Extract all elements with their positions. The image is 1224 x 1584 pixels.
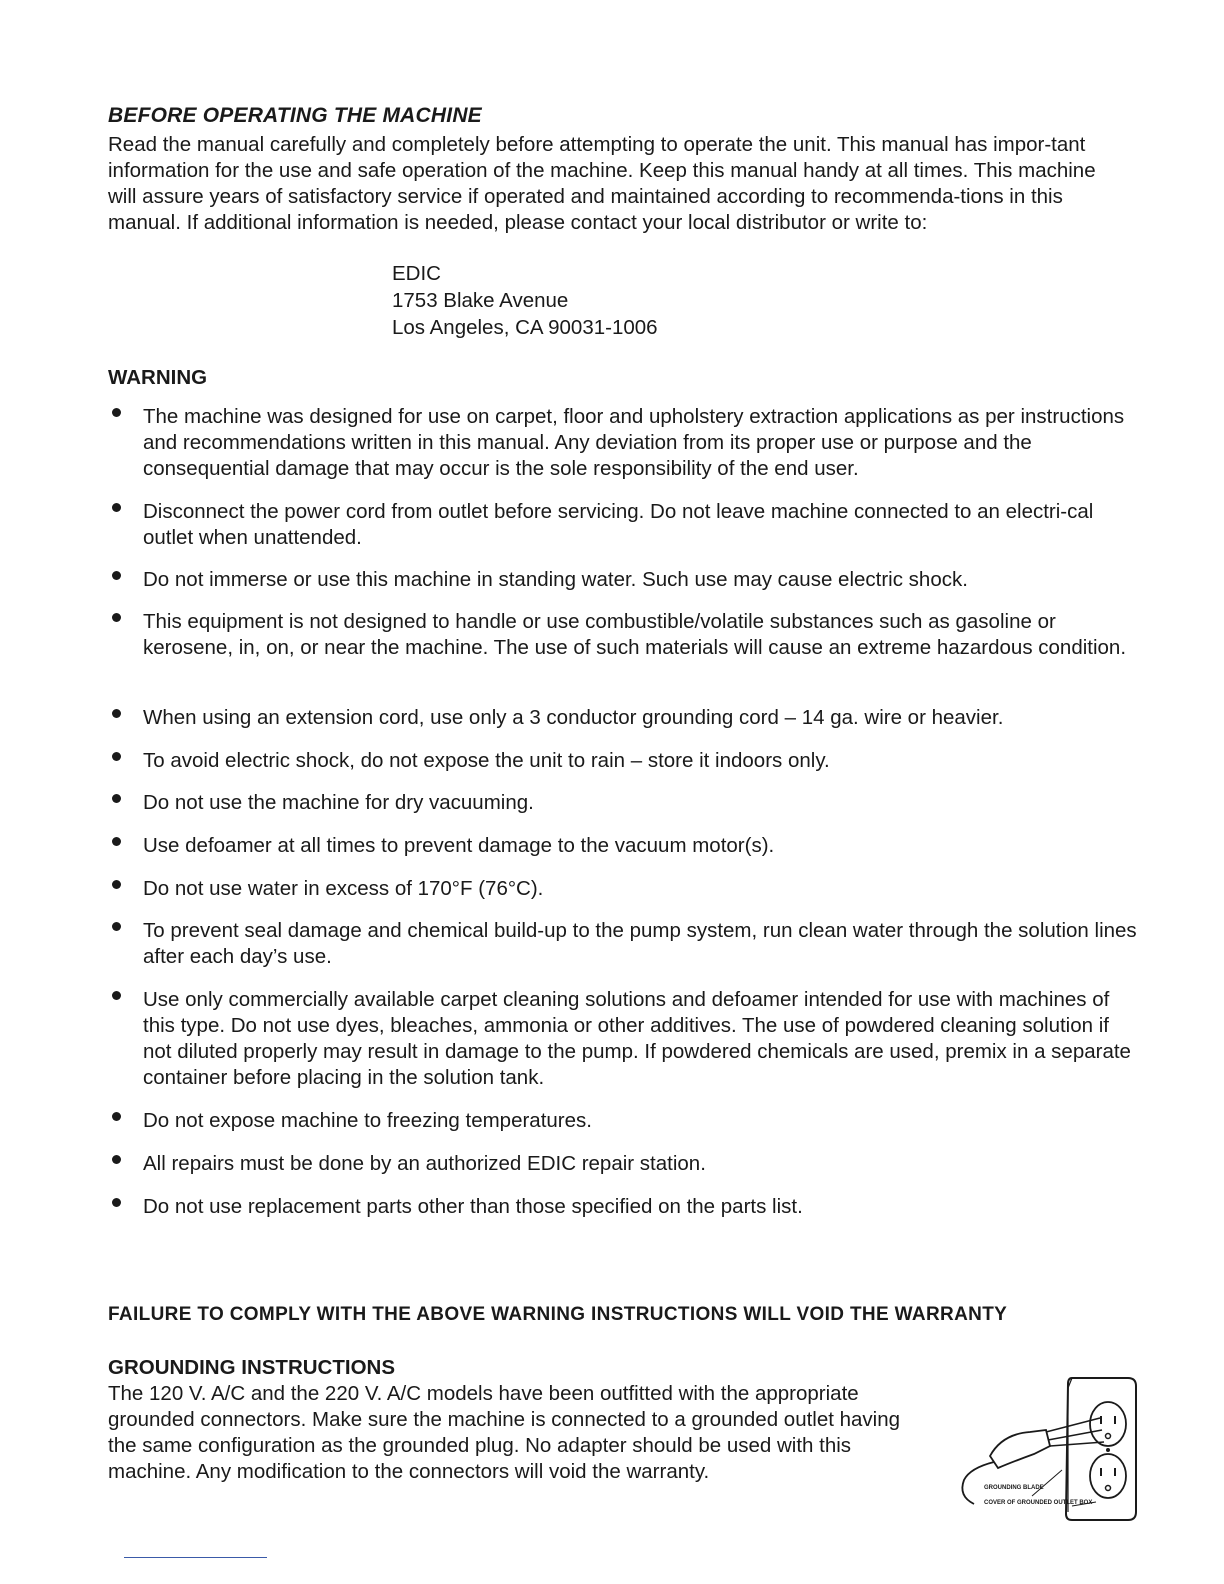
bullet-icon [112, 709, 121, 718]
warning-item-text: This equipment is not designed to handle or use combustible/volatile substances such as gasoline or kerosene, in, on, or near the machine. The use of such materials will cause an extreme hazardous condition. [143, 610, 1127, 659]
bullet-icon [112, 794, 121, 803]
bullet-icon [112, 991, 121, 1000]
address-block [392, 260, 658, 341]
warning-item-text: Do not immerse or use this machine in standing water. Such use may cause electric shock. [143, 568, 968, 591]
cord-line [962, 1462, 994, 1504]
receptacle-upper-icon [1090, 1402, 1126, 1446]
address-street: 1753 Blake Avenue [392, 289, 569, 312]
outlet-box-outline [1066, 1378, 1136, 1520]
bullet-icon [112, 408, 121, 417]
bullet-icon [112, 1198, 121, 1207]
before-operating-intro: Read the manual carefully and completely before attempting to operate the unit. This manual has impor-tant information for the use and safe operation of the machine. Keep this manual handy at all times. This machine will assure years of satisfactory service if operated and maintained according to recommenda-tions in this manual. If additional information is needed, please contact your local distributor or write to: [108, 133, 1096, 234]
bullet-icon [112, 1155, 121, 1164]
warning-item-text: Disconnect the power cord from outlet before servicing. Do not leave machine connected to an electri-cal outlet when unattended. [143, 500, 1094, 549]
bullet-icon [112, 880, 121, 889]
warning-item-text: To prevent seal damage and chemical build-up to the pump system, run clean water through the solution lines after each day’s use. [143, 919, 1137, 968]
warning-item-text: Do not use water in excess of 170°F (76°C). [143, 877, 544, 900]
warning-item-text: When using an extension cord, use only a 3 conductor grounding cord – 14 ga. wire or heavier. [143, 706, 1004, 729]
grounded-outlet-diagram [950, 1372, 1150, 1532]
grounding-text: The 120 V. A/C and the 220 V. A/C models have been outfitted with the appropriate grounded connectors. Make sure the machine is connected to a grounded outlet having the same configuration as the grounded plug. No adapter should be used with this machine. Any modification to the connectors will void the warranty. [108, 1382, 901, 1483]
warning-item-text: The machine was designed for use on carpet, floor and upholstery extraction applications as per instructions and recommendations written in this manual. Any deviation from its proper use or purpose and the consequential damage that may occur is the sole responsibility of the end user. [143, 405, 1125, 480]
bullet-icon [112, 571, 121, 580]
warning-item-text: Use defoamer at all times to prevent damage to the vacuum motor(s). [143, 834, 775, 857]
grounding-heading: GROUNDING INSTRUCTIONS [108, 1356, 395, 1379]
before-operating-heading: BEFORE OPERATING THE MACHINE [108, 104, 482, 127]
bullet-icon [112, 1112, 121, 1121]
warning-item-text: Do not expose machine to freezing temperatures. [143, 1109, 592, 1132]
warning-item-text: Do not use the machine for dry vacuuming. [143, 791, 534, 814]
grounding-blade-label: GROUNDING BLADE [984, 1485, 1044, 1491]
warning-item-text: Use only commercially available carpet cleaning solutions and defoamer intended for use with machines of this type. Do not use dyes, bleaches, ammonia or other additives. The use of powdered cleaning solution if not diluted properly may result in damage to the pump. If powdered chemicals are used, premix in a separate container before placing in the solution tank. [143, 988, 1131, 1089]
warning-item-text: To avoid electric shock, do not expose the unit to rain – store it indoors only. [143, 749, 830, 772]
bullet-icon [112, 503, 121, 512]
bullet-icon [112, 837, 121, 846]
bullet-icon [112, 613, 121, 622]
warning-item-text: All repairs must be done by an authorized EDIC repair station. [143, 1152, 706, 1175]
receptacle-lower-icon [1090, 1454, 1126, 1498]
address-city: Los Angeles, CA 90031-1006 [392, 316, 658, 339]
bullet-icon [112, 922, 121, 931]
outlet-box-cover-label: COVER OF GROUNDED OUTLET BOX [984, 1500, 1093, 1506]
bullet-icon [112, 752, 121, 761]
plug-icon [990, 1430, 1050, 1468]
warning-item-text: Do not use replacement parts other than those specified on the parts list. [143, 1195, 803, 1218]
address-name: EDIC [392, 262, 441, 285]
warning-heading: WARNING [108, 366, 208, 389]
failure-heading: FAILURE TO COMPLY WITH THE ABOVE WARNING INSTRUCTIONS WILL VOID THE WARRANTY [108, 1304, 1008, 1325]
footer-rule [124, 1557, 267, 1558]
